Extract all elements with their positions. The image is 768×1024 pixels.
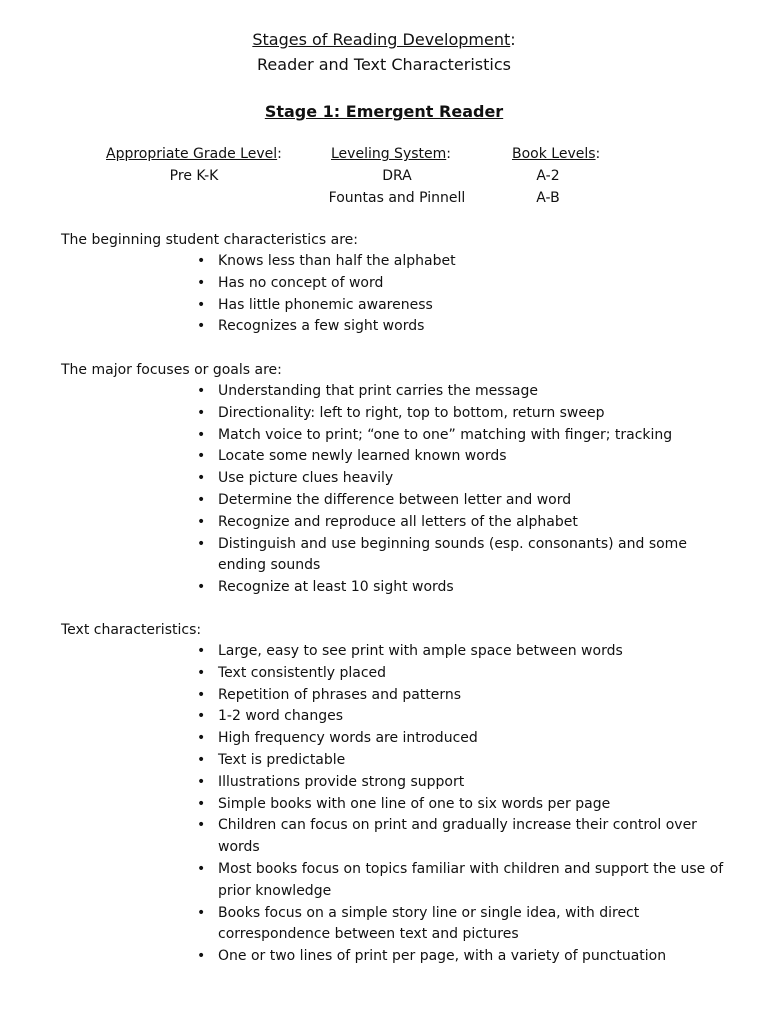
book-levels-header-colon: : bbox=[595, 146, 601, 162]
student-characteristics-list bbox=[218, 251, 728, 338]
leveling-system-header bbox=[331, 144, 451, 164]
grade-level-header-colon: : bbox=[277, 146, 282, 162]
list-item: • One or two lines of print per page, with a variety of punctuation bbox=[218, 946, 728, 968]
goals-heading: The major focuses or goals are: bbox=[61, 362, 282, 378]
list-item: • 1-2 word changes bbox=[218, 706, 728, 728]
list-item: • Books focus on a simple story line or single idea, with direct correspondence between text and pictures bbox=[218, 903, 728, 947]
text-characteristics-heading: Text characteristics: bbox=[61, 622, 202, 638]
goals-list bbox=[218, 381, 728, 599]
list-item: • Simple books with one line of one to six words per page bbox=[218, 794, 728, 816]
leveling-system-value: DRA bbox=[382, 168, 412, 184]
list-item: • Recognize at least 10 sight words bbox=[218, 577, 728, 599]
document-subtitle: Reader and Text Characteristics bbox=[257, 55, 511, 74]
list-item: • Recognizes a few sight words bbox=[218, 316, 728, 338]
list-item: • Knows less than half the alphabet bbox=[218, 251, 728, 273]
grade-level-header-text: Appropriate Grade Level bbox=[106, 146, 278, 162]
list-item: • Understanding that print carries the message bbox=[218, 381, 728, 403]
text-characteristics-list bbox=[218, 641, 728, 968]
leveling-system-header-text: Leveling System bbox=[331, 146, 447, 162]
book-levels-value: A-2 bbox=[536, 168, 560, 184]
grade-level-header bbox=[106, 144, 282, 164]
list-item: • Has no concept of word bbox=[218, 273, 728, 295]
list-item: • Illustrations provide strong support bbox=[218, 772, 728, 794]
document-title-colon: : bbox=[510, 30, 516, 49]
list-item: • Locate some newly learned known words bbox=[218, 446, 728, 468]
book-levels-value: A-B bbox=[536, 190, 560, 206]
list-item: • Recognize and reproduce all letters of the alphabet bbox=[218, 512, 728, 534]
stage-title: Stage 1: Emergent Reader bbox=[264, 102, 504, 121]
list-item: • Determine the difference between letter and word bbox=[218, 490, 728, 512]
list-item: • Has little phonemic awareness bbox=[218, 295, 728, 317]
list-item: • Most books focus on topics familiar with children and support the use of prior knowledge bbox=[218, 859, 728, 903]
book-levels-header-text: Book Levels bbox=[512, 146, 596, 162]
leveling-system-header-colon: : bbox=[446, 146, 451, 162]
document-title bbox=[0, 29, 768, 51]
list-item: • Repetition of phrases and patterns bbox=[218, 685, 728, 707]
list-item: • Directionality: left to right, top to bottom, return sweep bbox=[218, 403, 728, 425]
list-item: • High frequency words are introduced bbox=[218, 728, 728, 750]
list-item: • Large, easy to see print with ample space between words bbox=[218, 641, 728, 663]
list-item: • Use picture clues heavily bbox=[218, 468, 728, 490]
student-characteristics-heading: The beginning student characteristics are: bbox=[61, 232, 358, 248]
document-title-text: Stages of Reading Development bbox=[252, 30, 511, 49]
list-item: • Text is predictable bbox=[218, 750, 728, 772]
list-item: • Children can focus on print and gradually increase their control over words bbox=[218, 815, 728, 859]
book-levels-header bbox=[512, 144, 600, 164]
list-item: • Distinguish and use beginning sounds (esp. consonants) and some ending sounds bbox=[218, 534, 728, 578]
grade-level-value: Pre K-K bbox=[169, 168, 219, 184]
leveling-system-value: Fountas and Pinnell bbox=[328, 190, 466, 206]
list-item: • Match voice to print; “one to one” matching with finger; tracking bbox=[218, 425, 728, 447]
list-item: • Text consistently placed bbox=[218, 663, 728, 685]
